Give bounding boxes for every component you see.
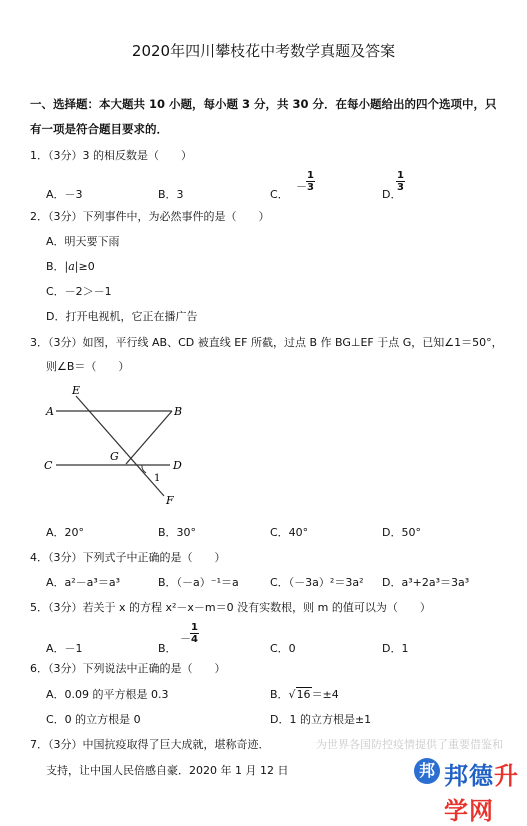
q2-option-b-label: B．	[46, 260, 65, 273]
label-d: D	[173, 459, 182, 472]
q1-option-a: A．－3	[46, 188, 83, 201]
q3-option-d: D．50°	[382, 526, 421, 539]
q3-stem-line2: 则∠B＝（ ）	[46, 360, 130, 373]
q2-option-c: C．－2＞－1	[46, 285, 112, 298]
q3-option-a: A．20°	[46, 526, 85, 539]
q2-option-b-abs: |a|	[64, 260, 79, 273]
q4-option-a: A．a²－a³＝a³	[46, 576, 120, 589]
q5-option-b-sign: －	[180, 632, 191, 645]
label-b: B	[174, 405, 183, 418]
watermark-faint-text: 为世界各国防控疫情提供了重要借鉴和	[316, 738, 503, 751]
q2-stem: 2．（3分）下列事件中，为必然事件的是（ ）	[30, 210, 270, 223]
label-c: C	[44, 459, 53, 472]
q5-option-d: D．1	[382, 642, 409, 655]
q5-option-b-label: B．	[158, 642, 177, 655]
q5-option-b-denominator: 4	[191, 634, 198, 645]
q1-option-d-numerator: 1	[397, 170, 404, 181]
q5-stem: 5．（3分）若关于 x 的方程 x²－x－m＝0 没有实数根，则 m 的值可以为（ ）	[30, 601, 431, 614]
label-angle-1: 1	[154, 473, 161, 484]
q1-option-d-label: D．	[382, 188, 402, 201]
q3-option-c: C．40°	[270, 526, 309, 539]
watermark-brand-part1: 邦德	[444, 762, 494, 790]
section-heading-line2: 有一项是符合题目要求的．	[30, 122, 168, 136]
q6-option-b-radicand: 16	[296, 688, 311, 701]
label-g: G	[110, 450, 119, 463]
q1-option-c-sign: －	[296, 180, 307, 193]
q7-line1: 7．（3分）中国抗疫取得了巨大成就，堪称奇迹．	[30, 738, 270, 751]
q7-line2: 支持，让中国人民倍感自豪．2020 年 1 月 12 日	[46, 764, 289, 777]
q1-option-b: B．3	[158, 188, 184, 201]
q1-option-c-label: C．	[270, 188, 289, 201]
watermark-logo-icon: 邦	[414, 758, 440, 784]
q2-option-b	[46, 258, 95, 274]
q5-option-c: C．0	[270, 642, 296, 655]
q6-stem: 6．（3分）下列说法中正确的是（ ）	[30, 662, 226, 675]
q6-option-b-label: B．	[270, 688, 289, 701]
page-title: 2020年四川攀枝花中考数学真题及答案	[131, 42, 396, 60]
section-heading-line1: 一、选择题：本大题共 10 小题，每小题 3 分，共 30 分．在每小题给出的四个选项中，只	[30, 97, 497, 111]
q2-option-b-rest: ≥0	[78, 260, 95, 273]
watermark-brand-part2: 升学网	[444, 762, 519, 825]
q2-option-d: D．打开电视机，它正在播广告	[46, 310, 198, 323]
q3-stem-line1: 3．（3分）如图，平行线 AB、CD 被直线 EF 所截，过点 B 作 BG⊥EF 于点 G，已知∠1＝50°，	[30, 336, 503, 349]
q5-option-b-numerator: 1	[191, 622, 198, 633]
watermark-brand	[444, 756, 527, 826]
q6-option-a: A．0.09 的平方根是 0.3	[46, 688, 169, 701]
q1-option-c-numerator: 1	[307, 170, 314, 181]
segment-bg	[126, 411, 172, 464]
label-f: F	[166, 494, 174, 507]
q1-option-d-denominator: 3	[397, 182, 404, 193]
label-e: E	[72, 384, 81, 397]
q6-option-b	[270, 686, 339, 702]
q1-stem: 1．（3分）3 的相反数是（ ）	[30, 149, 192, 162]
label-a: A	[46, 405, 54, 418]
q4-option-c: C．（－3a）²＝3a²	[270, 576, 364, 589]
q4-option-d: D．a³+2a³＝3a³	[382, 576, 470, 589]
q6-option-c: C．0 的立方根是 0	[46, 713, 141, 726]
sqrt-sign: √	[288, 688, 296, 701]
q6-option-b-rest: ＝±4	[311, 688, 339, 701]
q3-option-b: B．30°	[158, 526, 197, 539]
q5-option-a: A．－1	[46, 642, 83, 655]
q2-option-a: A．明天要下雨	[46, 235, 120, 248]
q1-option-c-denominator: 3	[307, 182, 314, 193]
q4-stem: 4．（3分）下列式子中正确的是（ ）	[30, 551, 226, 564]
q3-geometry-figure	[40, 380, 190, 510]
q4-option-b: B．（－a）⁻¹＝a	[158, 576, 239, 589]
q6-option-d: D．1 的立方根是±1	[270, 713, 372, 726]
